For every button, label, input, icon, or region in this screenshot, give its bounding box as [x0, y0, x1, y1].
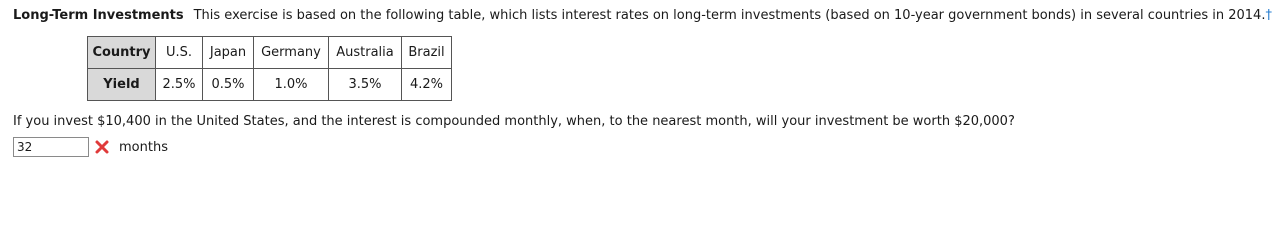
footnote-link[interactable]: †: [1265, 8, 1272, 23]
country-cell: U.S.: [156, 37, 203, 69]
country-cell: Japan: [203, 37, 254, 69]
row-header-country: Country: [88, 37, 156, 69]
country-row: [88, 37, 452, 69]
yield-cell: 4.2%: [402, 69, 452, 101]
question-text: If you invest $10,400 in the United States, and the interest is compounded monthly, when, to the nearest month, will your investment be worth $20,000?: [13, 114, 1015, 129]
yield-row: [88, 69, 452, 101]
unit-label: months: [119, 139, 168, 155]
answer-input[interactable]: [13, 137, 89, 157]
yield-cell: 0.5%: [203, 69, 254, 101]
country-cell: Brazil: [402, 37, 452, 69]
country-cell: Australia: [329, 37, 402, 69]
yield-cell: 3.5%: [329, 69, 402, 101]
yield-cell: 1.0%: [254, 69, 329, 101]
interest-rate-table: [87, 36, 452, 101]
yield-cell: 2.5%: [156, 69, 203, 101]
row-header-yield: Yield: [88, 69, 156, 101]
country-cell: Germany: [254, 37, 329, 69]
exercise-description: This exercise is based on the following table, which lists interest rates on long-term investments (based on 10-year government bonds) in several countries in 2014.: [193, 8, 1266, 23]
intro-line: [13, 7, 1272, 25]
exercise-title: Long-Term Investments: [13, 8, 184, 23]
x-mark-icon: [95, 140, 109, 154]
answer-row: [13, 136, 168, 158]
